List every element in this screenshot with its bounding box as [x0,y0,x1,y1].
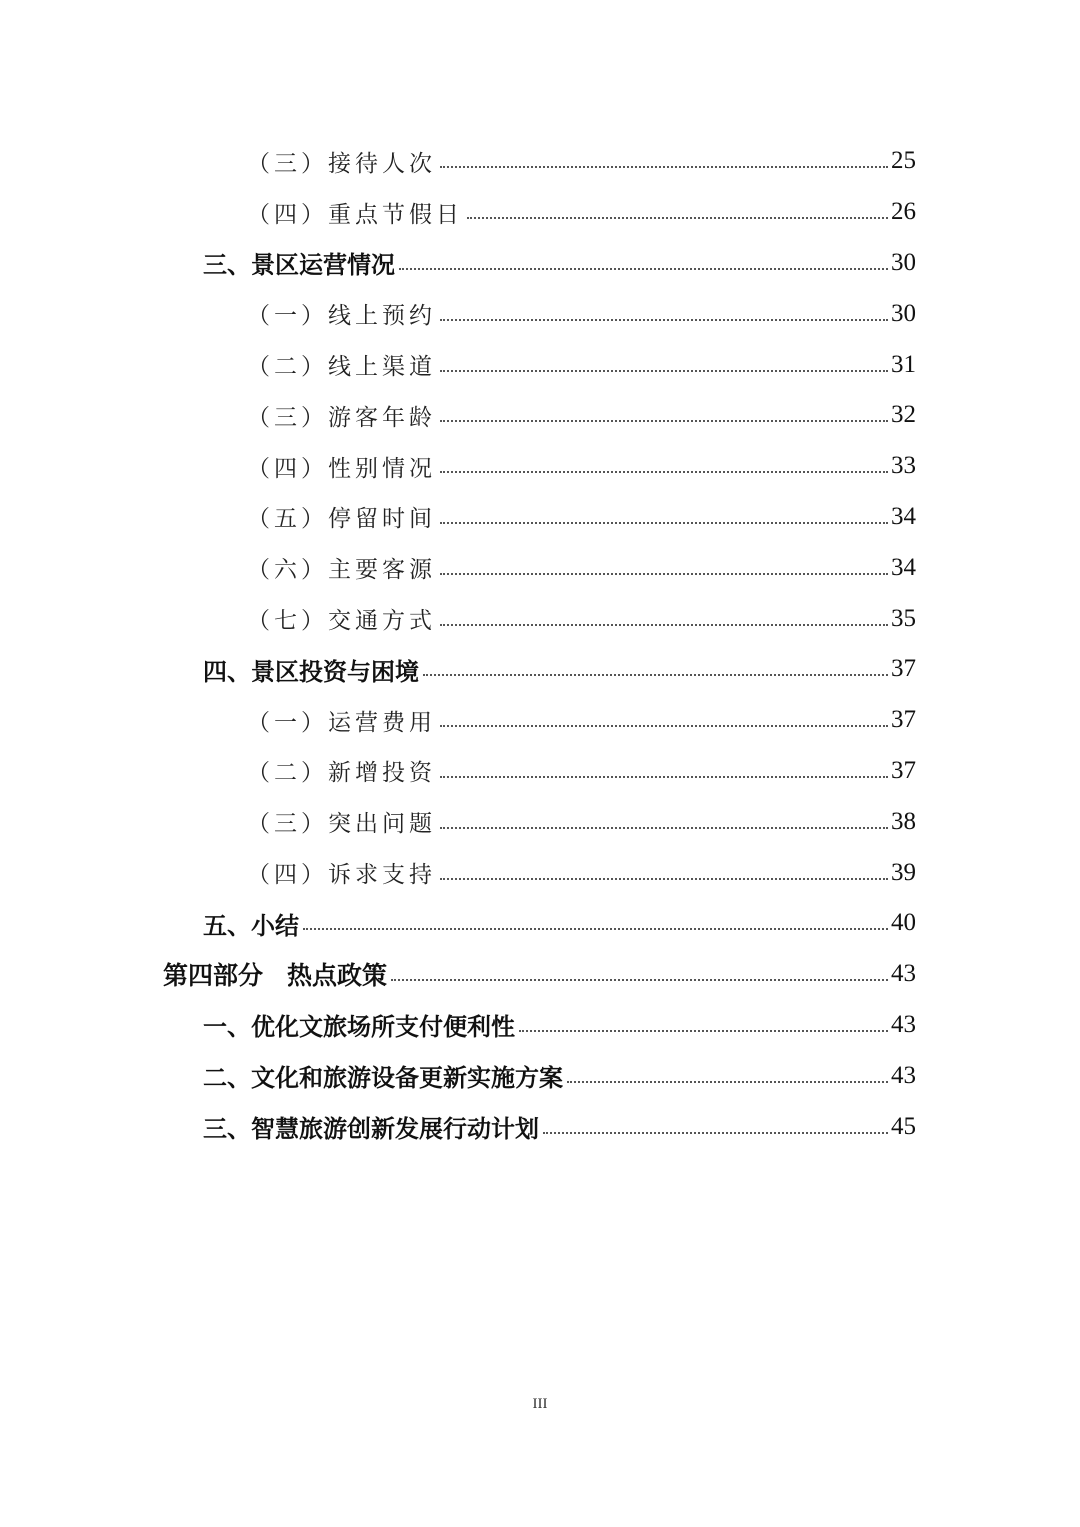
toc-entry-online-booking[interactable] [0,288,916,339]
dot-leader [440,725,888,727]
toc-entry-label: （二）新增投资 [247,760,436,787]
toc-page-number: 37 [891,756,916,784]
toc-entry-label: 二、文化和旅游设备更新实施方案 [203,1064,563,1093]
toc-entry-online-channels[interactable] [0,339,916,390]
toc-entry-smart-tourism[interactable] [0,1101,916,1152]
toc-page-number: 25 [891,147,916,175]
toc-entry-payment-convenience[interactable] [0,1000,916,1051]
toc-entry-label: 一、优化文旅场所支付便利性 [203,1013,515,1042]
toc-entry-label: （七）交通方式 [247,608,436,635]
toc-entry-demands-support[interactable] [0,847,916,898]
dot-leader [440,624,888,626]
toc-entry-label: （六）主要客源 [247,557,436,584]
toc-entry-visitor-age[interactable] [0,390,916,441]
toc-page-number: 32 [891,401,916,429]
toc-entry-gender[interactable] [0,441,916,492]
toc-page-number: 45 [891,1112,916,1140]
toc-page-number: 26 [891,198,916,226]
toc-page-number: 33 [891,452,916,480]
page-footer-number: III [532,1396,548,1412]
toc-entry-transportation[interactable] [0,593,916,644]
toc-entry-label: （三）游客年龄 [247,404,436,431]
toc-entry-label: （一）运营费用 [247,709,436,736]
toc-entry-equipment-renewal[interactable] [0,1050,916,1101]
dot-leader [440,166,888,168]
toc-entry-label: （一）线上预约 [247,303,436,330]
toc-entry-operating-costs[interactable] [0,695,916,746]
toc-entry-label: （三）接待人次 [247,150,436,177]
dot-leader [440,522,888,524]
toc-entry-key-holidays[interactable] [0,187,916,238]
toc-entry-new-investment[interactable] [0,746,916,797]
dot-leader [399,268,888,270]
dot-leader [440,878,888,880]
dot-leader [440,370,888,372]
dot-leader [519,1030,888,1032]
dot-leader [423,674,888,676]
toc-entry-label: （四）性别情况 [247,455,436,482]
toc-page-number: 39 [891,858,916,886]
toc-entry-reception-visits[interactable] [0,136,916,187]
dot-leader [440,319,888,321]
toc-part-label [163,956,387,992]
toc-entry-label: （四）诉求支持 [247,862,436,889]
toc-entry-label: （三）突出问题 [247,811,436,838]
toc-entry-part-four[interactable] [0,949,916,1000]
dot-leader [543,1132,888,1134]
toc-entry-main-sources[interactable] [0,542,916,593]
toc-page-number: 30 [891,299,916,327]
table-of-contents [0,136,1080,1152]
toc-page-number: 34 [891,502,916,530]
toc-part-title: 热点政策 [287,961,388,991]
toc-entry-label: （五）停留时间 [247,506,436,533]
toc-page-number: 37 [891,655,916,683]
toc-entry-label: 五、小结 [203,911,299,940]
dot-leader [391,979,888,981]
toc-entry-label: 四、景区投资与困境 [203,657,419,686]
toc-page-number: 43 [891,1010,916,1038]
dot-leader [440,573,888,575]
dot-leader [467,217,888,219]
toc-page-number: 40 [891,909,916,937]
toc-entry-scenic-operations[interactable] [0,238,916,289]
toc-entry-label: （四）重点节假日 [247,201,463,228]
dot-leader [440,827,888,829]
toc-entry-summary[interactable] [0,898,916,949]
dot-leader [440,776,888,778]
toc-entry-label: 三、景区运营情况 [203,251,395,280]
toc-entry-label: （二）线上渠道 [247,354,436,381]
toc-entry-label: 三、智慧旅游创新发展行动计划 [203,1115,539,1144]
toc-page-number: 30 [891,248,916,276]
toc-entry-key-problems[interactable] [0,796,916,847]
dot-leader [440,420,888,422]
toc-entry-stay-duration[interactable] [0,492,916,543]
toc-entry-investment-difficulties[interactable] [0,644,916,695]
toc-page-number: 43 [891,1061,916,1089]
toc-page-number: 43 [891,960,916,988]
toc-page-number: 38 [891,807,916,835]
toc-page-number: 34 [891,553,916,581]
dot-leader [303,928,888,930]
toc-page-number: 37 [891,706,916,734]
toc-page-number: 35 [891,604,916,632]
toc-page-number: 31 [891,350,916,378]
dot-leader [567,1081,888,1083]
toc-part-number: 第四部分 [163,961,264,991]
dot-leader [440,471,888,473]
